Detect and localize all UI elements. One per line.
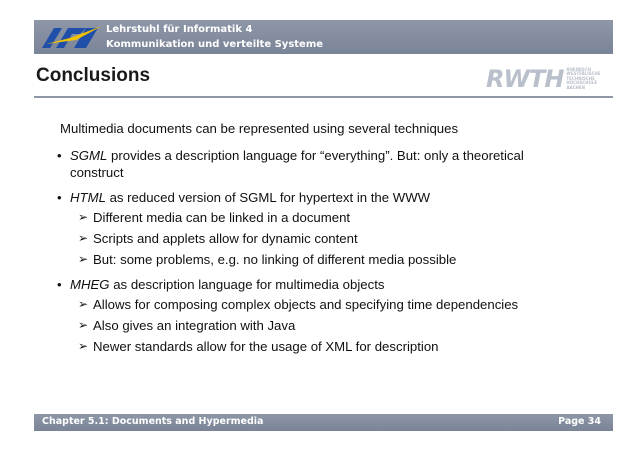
chapter-label: Chapter 5.1: Documents and Hypermedia xyxy=(42,416,264,427)
arrow-bullet-icon: ➢ xyxy=(78,252,89,266)
bullet-term: HTML xyxy=(70,190,106,205)
arrow-bullet-icon: ➢ xyxy=(78,210,89,224)
list-item: ➢ But: some problems, e.g. no linking of different media possible xyxy=(78,252,457,267)
page-number: Page 34 xyxy=(558,416,601,427)
list-item: ➢ Newer standards allow for the usage of XML for description xyxy=(78,339,439,354)
rwth-subtitle: RHEINISCH WESTFÄLISCHE TECHNISCHE HOCHSCHULE AACHEN xyxy=(566,66,601,90)
bullet-dot-icon: • xyxy=(57,190,62,205)
bullet-dot-icon: • xyxy=(57,277,62,292)
arrow-bullet-icon: ➢ xyxy=(78,297,89,311)
slide-content xyxy=(57,120,557,363)
sub-list xyxy=(70,296,557,355)
arrow-bullet-icon: ➢ xyxy=(78,339,89,353)
list-item: ➢ Different media can be linked in a document xyxy=(78,210,351,225)
chair-subtitle: Kommunikation und verteilte Systeme xyxy=(106,39,324,50)
bullet-text: as description language for multimedia objects xyxy=(109,277,385,292)
bullet-term: MHEG xyxy=(70,277,110,292)
bullet-sgml xyxy=(57,147,557,181)
footer-bar xyxy=(34,414,613,431)
bullet-text: provides a description language for “everything”. But: only a theoretical construct xyxy=(70,148,524,180)
arrow-bullet-icon: ➢ xyxy=(78,231,89,245)
list-item: ➢ Also gives an integration with Java xyxy=(78,318,296,333)
bullet-html xyxy=(57,189,557,268)
bullet-mheg xyxy=(57,276,557,355)
intro-text: Multimedia documents can be represented using several techniques xyxy=(60,121,459,136)
rwth-logo xyxy=(486,66,600,92)
bullet-text: as reduced version of SGML for hypertext in the WWW xyxy=(105,190,431,205)
sub-list xyxy=(70,209,557,268)
list-item: ➢ Allows for composing complex objects and specifying time dependencies xyxy=(78,297,519,312)
bullet-dot-icon: • xyxy=(57,148,62,163)
list-item: ➢ Scripts and applets allow for dynamic content xyxy=(78,231,358,246)
title-divider xyxy=(34,96,613,98)
slide-title: Conclusions xyxy=(36,65,151,86)
header-bar xyxy=(34,20,613,54)
chair-name: Lehrstuhl für Informatik 4 xyxy=(106,24,253,35)
rwth-wordmark: RWTH xyxy=(486,65,564,93)
i4-logo-icon xyxy=(40,22,106,52)
arrow-bullet-icon: ➢ xyxy=(78,318,89,332)
bullet-term: SGML xyxy=(70,148,108,163)
